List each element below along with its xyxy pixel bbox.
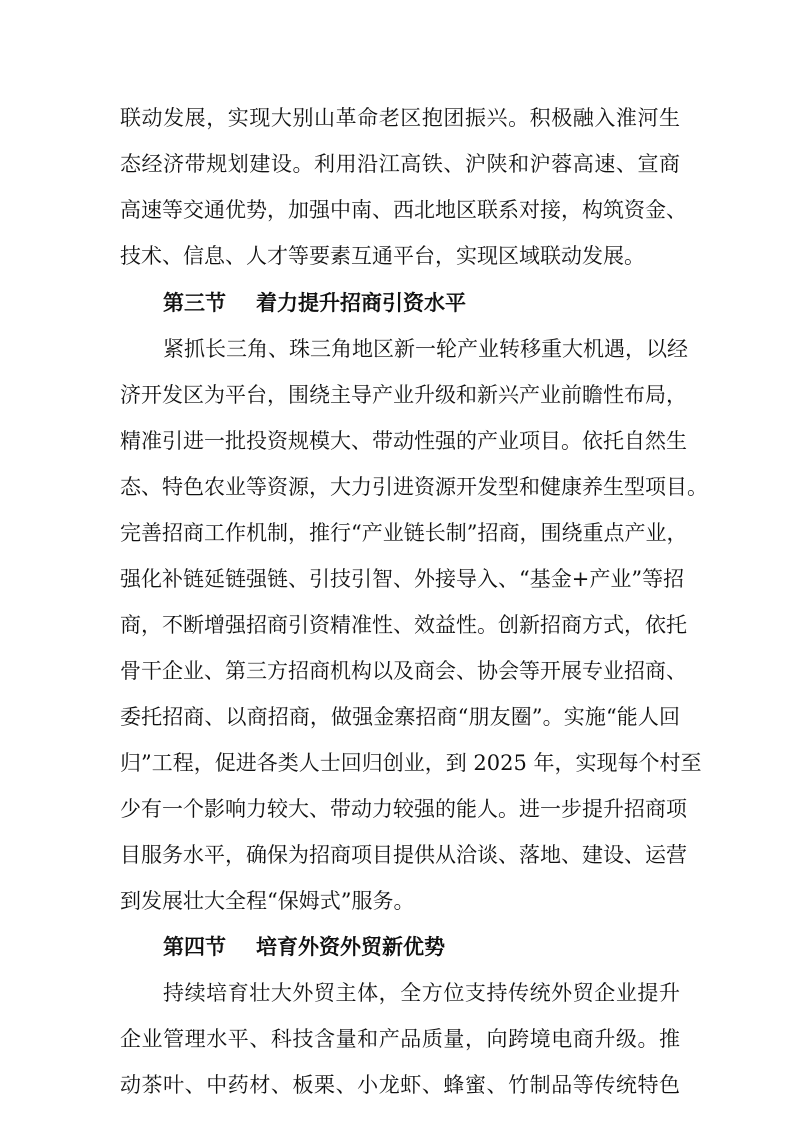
section-title: 培育外资外贸新优势 xyxy=(256,934,445,959)
paragraph-line: 高速等交通优势，加强中南、西北地区联系对接，构筑资金、 xyxy=(120,198,687,222)
section-number: 第三节 xyxy=(163,290,226,315)
paragraph-line: 目服务水平，确保为招商项目提供从洽谈、落地、建设、运营 xyxy=(120,843,687,867)
paragraph-line: 归”工程，促进各类人士回归创业，到 2025 年，实现每个村至 xyxy=(120,751,702,775)
paragraph-line: 动茶叶、中药材、板栗、小龙虾、蜂蜜、竹制品等传统特色 xyxy=(120,1073,680,1097)
paragraph-line: 完善招商工作机制，推行“产业链长制”招商，围绕重点产业， xyxy=(120,521,688,545)
paragraph-line: 态经济带规划建设。利用沿江高铁、沪陕和沪蓉高速、宣商 xyxy=(120,152,680,176)
paragraph-line: 紧抓长三角、珠三角地区新一轮产业转移重大机遇，以经 xyxy=(163,337,688,361)
section-heading xyxy=(163,289,466,317)
paragraph-line: 委托招商、以商招商，做强金寨招商“朋友圈”。实施“能人回 xyxy=(120,705,680,729)
paragraph-line: 少有一个影响力较大、带动力较强的能人。进一步提升招商项 xyxy=(120,797,687,821)
section-number: 第四节 xyxy=(163,934,226,959)
paragraph-line: 联动发展，实现大别山革命老区抱团振兴。积极融入淮河生 xyxy=(120,106,680,130)
paragraph-line: 企业管理水平、科技含量和产品质量，向跨境电商升级。推 xyxy=(120,1027,680,1051)
paragraph-line: 济开发区为平台，围绕主导产业升级和新兴产业前瞻性布局， xyxy=(120,383,687,407)
paragraph-line: 态、特色农业等资源，大力引进资源开发型和健康养生型项目。 xyxy=(120,475,708,499)
paragraph-line: 技术、信息、人才等要素互通平台，实现区域联动发展。 xyxy=(120,244,645,268)
paragraph-line: 持续培育壮大外贸主体，全方位支持传统外贸企业提升 xyxy=(163,981,680,1005)
paragraph-line: 到发展壮大全程“保姆式”服务。 xyxy=(120,889,415,913)
paragraph-line: 商，不断增强招商引资精准性、效益性。创新招商方式，依托 xyxy=(120,613,687,637)
section-heading xyxy=(163,933,445,961)
section-title: 着力提升招商引资水平 xyxy=(256,290,466,315)
paragraph-line: 精准引进一批投资规模大、带动性强的产业项目。依托自然生 xyxy=(120,429,687,453)
paragraph-line: 强化补链延链强链、引技引智、外接导入、“基金+产业”等招 xyxy=(120,567,685,591)
paragraph-line: 骨干企业、第三方招商机构以及商会、协会等开展专业招商、 xyxy=(120,659,687,683)
